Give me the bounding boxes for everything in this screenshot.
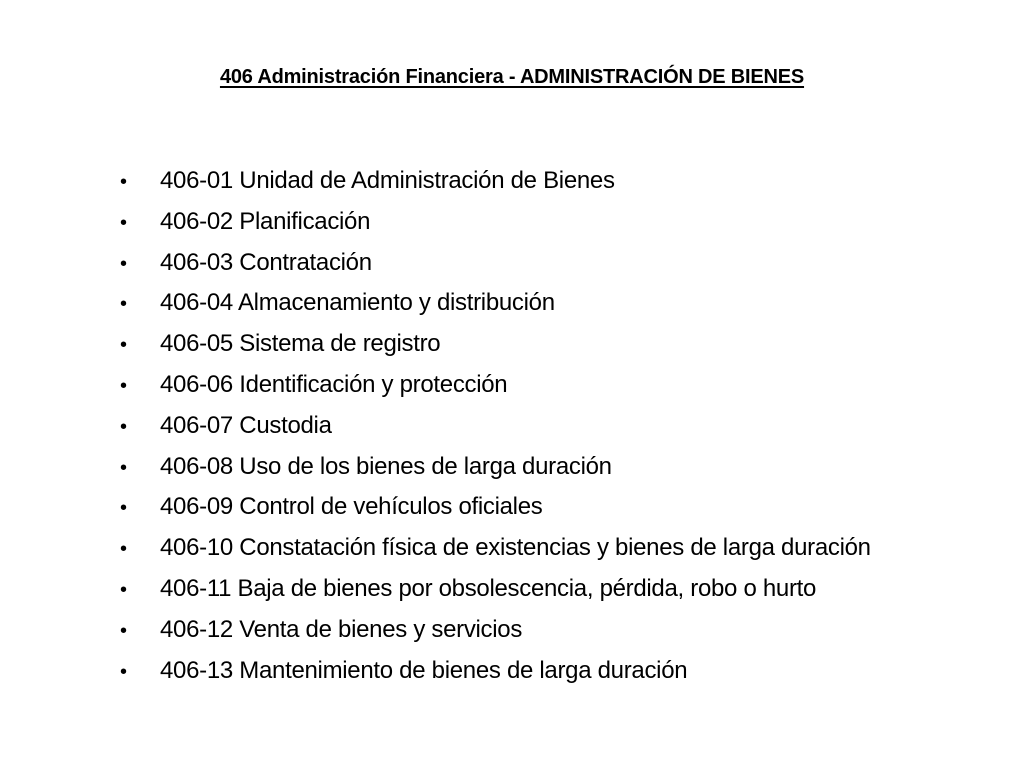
list-item-text: 406-03 Contratación — [160, 248, 372, 276]
bullet-icon: • — [120, 374, 127, 397]
list-item-text: 406-01 Unidad de Administración de Bienes — [160, 167, 615, 194]
list-item-text: 406-04 Almacenamiento y distribución — [160, 289, 555, 317]
bullet-icon: • — [120, 334, 127, 357]
list-item — [120, 283, 1000, 324]
list-item — [120, 651, 1000, 692]
slide-title: 406 Administración Financiera - ADMINISTRACIÓN DE BIENES — [219, 66, 805, 88]
bullet-icon: • — [120, 619, 127, 642]
list-item — [120, 528, 1000, 569]
list-item — [120, 406, 1000, 447]
bullet-icon: • — [120, 293, 127, 316]
list-item-text: 406-11 Baja de bienes por obsolescencia, pérdida, robo o hurto — [160, 574, 817, 602]
list-item-text: 406-12 Venta de bienes y servicios — [160, 615, 523, 643]
list-item — [120, 569, 1000, 610]
list-item — [120, 447, 1000, 488]
list-item-text: 406-02 Planificación — [160, 207, 371, 235]
list-item-text: 406-07 Custodia — [160, 411, 332, 439]
list-item-text: 406-05 Sistema de registro — [160, 330, 441, 358]
list-item — [120, 365, 1000, 406]
bullet-icon: • — [120, 660, 127, 683]
list-item — [120, 243, 1000, 284]
bullet-icon: • — [120, 171, 127, 193]
list-item — [120, 324, 1000, 365]
list-item-text: 406-09 Control de vehículos oficiales — [160, 493, 543, 521]
list-item-text: 406-08 Uso de los bienes de larga duración — [160, 452, 612, 480]
list-item-text: 406-06 Identificación y protección — [160, 370, 508, 398]
list-item-text: 406-10 Constatación física de existencias y bienes de larga duración — [160, 534, 871, 562]
list-item — [120, 161, 1000, 202]
bullet-icon: • — [120, 252, 127, 275]
list-item — [120, 202, 1000, 243]
bullet-icon: • — [120, 538, 127, 561]
list-item — [120, 487, 1000, 528]
list-item-text: 406-13 Mantenimiento de bienes de larga duración — [160, 656, 688, 684]
list-item — [120, 610, 1000, 651]
bullet-icon: • — [120, 497, 127, 520]
bullet-list — [120, 161, 1000, 691]
bullet-icon: • — [120, 415, 127, 438]
bullet-icon: • — [120, 456, 127, 479]
bullet-icon: • — [120, 211, 127, 234]
bullet-icon: • — [120, 578, 127, 601]
